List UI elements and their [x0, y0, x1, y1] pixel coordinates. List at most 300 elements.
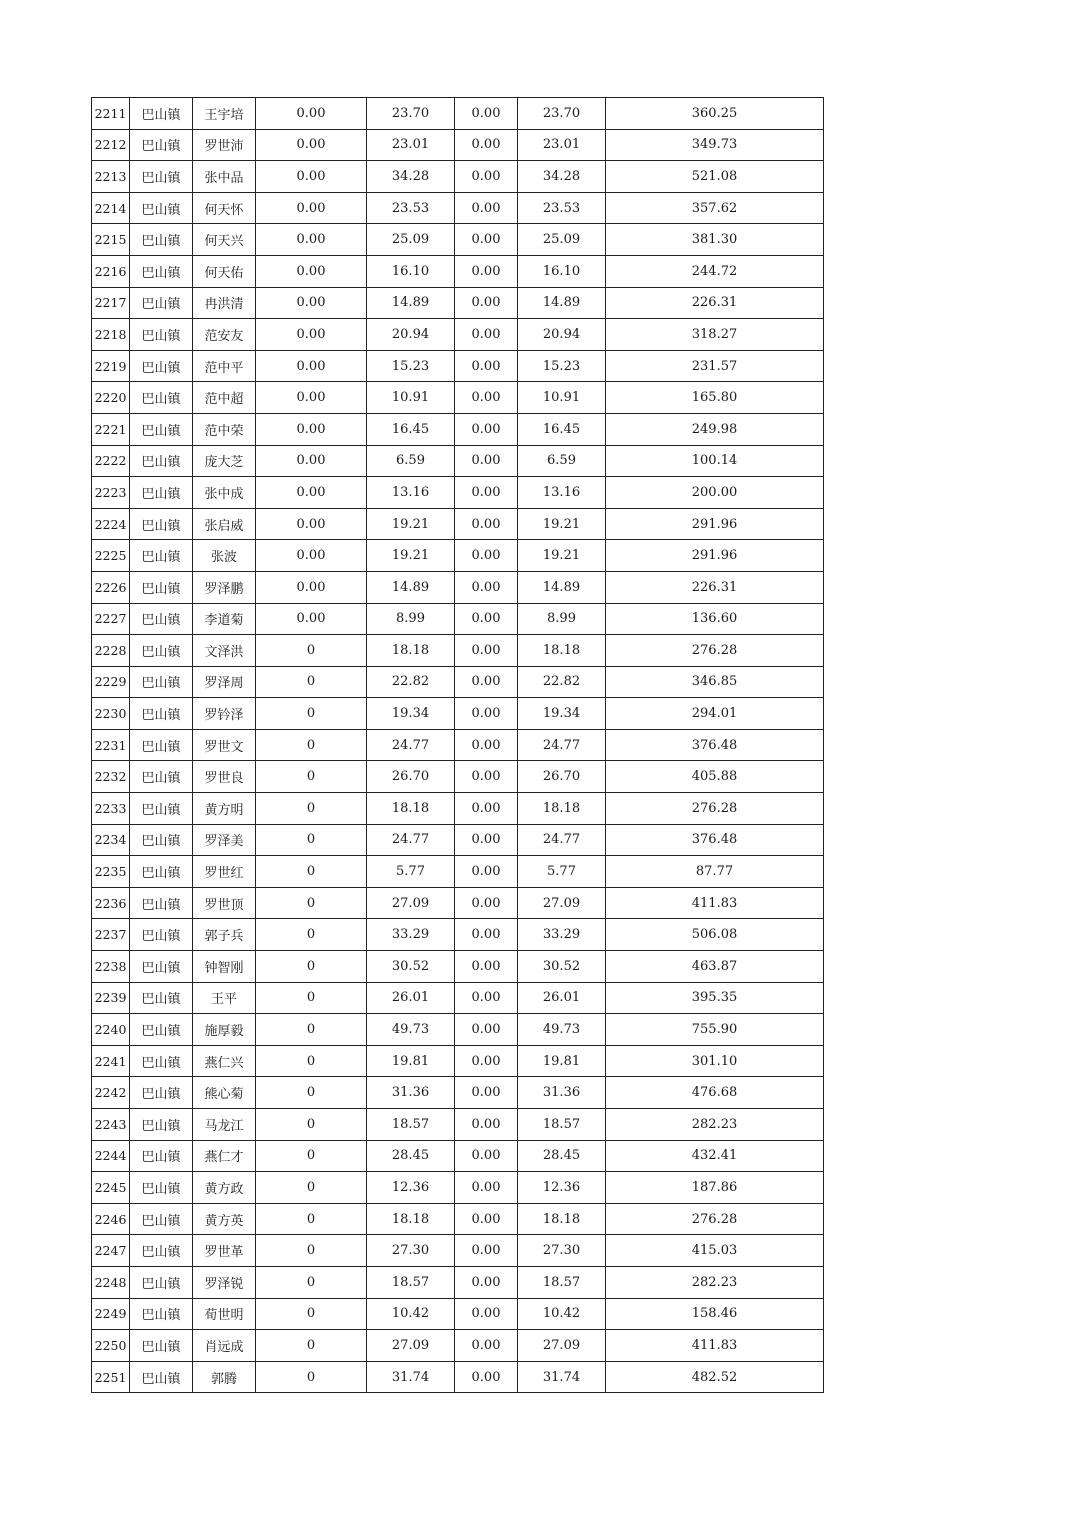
value-c-cell: 0.00 — [455, 1298, 518, 1330]
name-cell: 肖远成 — [193, 1330, 256, 1362]
value-d-cell: 16.45 — [518, 413, 606, 445]
row-number-cell: 2235 — [92, 856, 130, 888]
town-cell: 巴山镇 — [130, 793, 193, 825]
amount-cell: 231.57 — [606, 350, 824, 382]
value-c-cell: 0.00 — [455, 192, 518, 224]
amount-cell: 282.23 — [606, 1109, 824, 1141]
value-d-cell: 10.91 — [518, 382, 606, 414]
row-number-cell: 2223 — [92, 477, 130, 509]
value-c-cell: 0.00 — [455, 1266, 518, 1298]
table-row — [92, 761, 824, 793]
value-a-cell: 0.00 — [256, 571, 367, 603]
town-cell: 巴山镇 — [130, 382, 193, 414]
town-cell: 巴山镇 — [130, 919, 193, 951]
table-row — [92, 856, 824, 888]
table-row — [92, 161, 824, 193]
value-d-cell: 33.29 — [518, 919, 606, 951]
town-cell: 巴山镇 — [130, 540, 193, 572]
name-cell: 郭腾 — [193, 1361, 256, 1393]
amount-cell: 395.35 — [606, 982, 824, 1014]
town-cell: 巴山镇 — [130, 824, 193, 856]
row-number-cell: 2249 — [92, 1298, 130, 1330]
table-row — [92, 698, 824, 730]
data-table — [91, 97, 824, 1393]
name-cell: 张波 — [193, 540, 256, 572]
amount-cell: 463.87 — [606, 951, 824, 983]
value-b-cell: 26.01 — [367, 982, 455, 1014]
amount-cell: 360.25 — [606, 98, 824, 130]
value-a-cell: 0.00 — [256, 287, 367, 319]
row-number-cell: 2213 — [92, 161, 130, 193]
value-c-cell: 0.00 — [455, 824, 518, 856]
row-number-cell: 2220 — [92, 382, 130, 414]
row-number-cell: 2222 — [92, 445, 130, 477]
value-b-cell: 18.57 — [367, 1109, 455, 1141]
town-cell: 巴山镇 — [130, 761, 193, 793]
value-d-cell: 19.81 — [518, 1045, 606, 1077]
town-cell: 巴山镇 — [130, 1140, 193, 1172]
value-d-cell: 26.70 — [518, 761, 606, 793]
row-number-cell: 2238 — [92, 951, 130, 983]
row-number-cell: 2211 — [92, 98, 130, 130]
town-cell: 巴山镇 — [130, 413, 193, 445]
value-c-cell: 0.00 — [455, 761, 518, 793]
value-d-cell: 19.21 — [518, 540, 606, 572]
value-b-cell: 49.73 — [367, 1014, 455, 1046]
value-a-cell: 0 — [256, 1235, 367, 1267]
value-c-cell: 0.00 — [455, 540, 518, 572]
value-d-cell: 8.99 — [518, 603, 606, 635]
amount-cell: 291.96 — [606, 508, 824, 540]
value-b-cell: 19.21 — [367, 508, 455, 540]
town-cell: 巴山镇 — [130, 603, 193, 635]
name-cell: 范中平 — [193, 350, 256, 382]
table-row — [92, 919, 824, 951]
value-a-cell: 0 — [256, 1172, 367, 1204]
table-row — [92, 982, 824, 1014]
table-row — [92, 1109, 824, 1141]
name-cell: 施厚毅 — [193, 1014, 256, 1046]
name-cell: 冉洪清 — [193, 287, 256, 319]
value-b-cell: 14.89 — [367, 287, 455, 319]
table-row — [92, 287, 824, 319]
value-b-cell: 10.91 — [367, 382, 455, 414]
town-cell: 巴山镇 — [130, 698, 193, 730]
value-c-cell: 0.00 — [455, 887, 518, 919]
town-cell: 巴山镇 — [130, 1109, 193, 1141]
town-cell: 巴山镇 — [130, 571, 193, 603]
row-number-cell: 2215 — [92, 224, 130, 256]
value-b-cell: 13.16 — [367, 477, 455, 509]
row-number-cell: 2242 — [92, 1077, 130, 1109]
value-c-cell: 0.00 — [455, 319, 518, 351]
value-b-cell: 28.45 — [367, 1140, 455, 1172]
amount-cell: 200.00 — [606, 477, 824, 509]
name-cell: 罗世文 — [193, 729, 256, 761]
value-c-cell: 0.00 — [455, 382, 518, 414]
amount-cell: 318.27 — [606, 319, 824, 351]
town-cell: 巴山镇 — [130, 129, 193, 161]
town-cell: 巴山镇 — [130, 666, 193, 698]
name-cell: 庞大芝 — [193, 445, 256, 477]
amount-cell: 294.01 — [606, 698, 824, 730]
value-d-cell: 6.59 — [518, 445, 606, 477]
value-d-cell: 18.18 — [518, 1203, 606, 1235]
value-c-cell: 0.00 — [455, 1045, 518, 1077]
value-b-cell: 27.30 — [367, 1235, 455, 1267]
value-a-cell: 0.00 — [256, 477, 367, 509]
value-d-cell: 23.70 — [518, 98, 606, 130]
value-d-cell: 23.53 — [518, 192, 606, 224]
name-cell: 范中超 — [193, 382, 256, 414]
value-d-cell: 31.36 — [518, 1077, 606, 1109]
value-c-cell: 0.00 — [455, 477, 518, 509]
row-number-cell: 2212 — [92, 129, 130, 161]
value-d-cell: 30.52 — [518, 951, 606, 983]
name-cell: 何天怀 — [193, 192, 256, 224]
value-b-cell: 27.09 — [367, 887, 455, 919]
value-c-cell: 0.00 — [455, 287, 518, 319]
value-c-cell: 0.00 — [455, 1014, 518, 1046]
name-cell: 罗世沛 — [193, 129, 256, 161]
amount-cell: 376.48 — [606, 824, 824, 856]
row-number-cell: 2214 — [92, 192, 130, 224]
amount-cell: 476.68 — [606, 1077, 824, 1109]
value-d-cell: 24.77 — [518, 729, 606, 761]
table-row — [92, 824, 824, 856]
value-d-cell: 12.36 — [518, 1172, 606, 1204]
row-number-cell: 2219 — [92, 350, 130, 382]
amount-cell: 291.96 — [606, 540, 824, 572]
table-row — [92, 571, 824, 603]
amount-cell: 249.98 — [606, 413, 824, 445]
value-a-cell: 0 — [256, 761, 367, 793]
value-b-cell: 8.99 — [367, 603, 455, 635]
value-a-cell: 0.00 — [256, 319, 367, 351]
amount-cell: 276.28 — [606, 1203, 824, 1235]
table-row — [92, 1361, 824, 1393]
value-a-cell: 0 — [256, 951, 367, 983]
row-number-cell: 2244 — [92, 1140, 130, 1172]
value-a-cell: 0.00 — [256, 192, 367, 224]
amount-cell: 187.86 — [606, 1172, 824, 1204]
value-b-cell: 19.21 — [367, 540, 455, 572]
value-c-cell: 0.00 — [455, 793, 518, 825]
value-a-cell: 0 — [256, 982, 367, 1014]
value-b-cell: 5.77 — [367, 856, 455, 888]
table-row — [92, 951, 824, 983]
town-cell: 巴山镇 — [130, 350, 193, 382]
value-b-cell: 25.09 — [367, 224, 455, 256]
amount-cell: 276.28 — [606, 793, 824, 825]
row-number-cell: 2241 — [92, 1045, 130, 1077]
table-row — [92, 129, 824, 161]
value-b-cell: 34.28 — [367, 161, 455, 193]
town-cell: 巴山镇 — [130, 635, 193, 667]
name-cell: 罗世革 — [193, 1235, 256, 1267]
name-cell: 荀世明 — [193, 1298, 256, 1330]
value-d-cell: 23.01 — [518, 129, 606, 161]
name-cell: 罗世红 — [193, 856, 256, 888]
name-cell: 王平 — [193, 982, 256, 1014]
name-cell: 马龙江 — [193, 1109, 256, 1141]
value-c-cell: 0.00 — [455, 729, 518, 761]
value-d-cell: 49.73 — [518, 1014, 606, 1046]
row-number-cell: 2251 — [92, 1361, 130, 1393]
value-b-cell: 22.82 — [367, 666, 455, 698]
value-a-cell: 0 — [256, 1203, 367, 1235]
town-cell: 巴山镇 — [130, 1266, 193, 1298]
name-cell: 燕仁才 — [193, 1140, 256, 1172]
row-number-cell: 2217 — [92, 287, 130, 319]
name-cell: 何天兴 — [193, 224, 256, 256]
value-a-cell: 0 — [256, 729, 367, 761]
row-number-cell: 2224 — [92, 508, 130, 540]
value-b-cell: 26.70 — [367, 761, 455, 793]
town-cell: 巴山镇 — [130, 951, 193, 983]
value-c-cell: 0.00 — [455, 129, 518, 161]
amount-cell: 244.72 — [606, 255, 824, 287]
amount-cell: 432.41 — [606, 1140, 824, 1172]
value-a-cell: 0.00 — [256, 445, 367, 477]
amount-cell: 87.77 — [606, 856, 824, 888]
value-a-cell: 0 — [256, 856, 367, 888]
name-cell: 罗泽鹏 — [193, 571, 256, 603]
town-cell: 巴山镇 — [130, 192, 193, 224]
town-cell: 巴山镇 — [130, 98, 193, 130]
value-c-cell: 0.00 — [455, 350, 518, 382]
name-cell: 文泽洪 — [193, 635, 256, 667]
town-cell: 巴山镇 — [130, 887, 193, 919]
table-row — [92, 603, 824, 635]
value-b-cell: 19.81 — [367, 1045, 455, 1077]
name-cell: 李道菊 — [193, 603, 256, 635]
value-a-cell: 0.00 — [256, 508, 367, 540]
town-cell: 巴山镇 — [130, 161, 193, 193]
name-cell: 张中成 — [193, 477, 256, 509]
row-number-cell: 2218 — [92, 319, 130, 351]
town-cell: 巴山镇 — [130, 1298, 193, 1330]
town-cell: 巴山镇 — [130, 1203, 193, 1235]
town-cell: 巴山镇 — [130, 508, 193, 540]
value-a-cell: 0.00 — [256, 129, 367, 161]
amount-cell: 158.46 — [606, 1298, 824, 1330]
table-row — [92, 1266, 824, 1298]
row-number-cell: 2236 — [92, 887, 130, 919]
value-c-cell: 0.00 — [455, 1077, 518, 1109]
row-number-cell: 2216 — [92, 255, 130, 287]
amount-cell: 276.28 — [606, 635, 824, 667]
row-number-cell: 2247 — [92, 1235, 130, 1267]
amount-cell: 521.08 — [606, 161, 824, 193]
amount-cell: 226.31 — [606, 571, 824, 603]
table-row — [92, 255, 824, 287]
value-c-cell: 0.00 — [455, 508, 518, 540]
value-a-cell: 0 — [256, 1014, 367, 1046]
town-cell: 巴山镇 — [130, 319, 193, 351]
value-b-cell: 20.94 — [367, 319, 455, 351]
table-row — [92, 350, 824, 382]
value-a-cell: 0.00 — [256, 255, 367, 287]
value-d-cell: 27.09 — [518, 1330, 606, 1362]
town-cell: 巴山镇 — [130, 224, 193, 256]
name-cell: 范中荣 — [193, 413, 256, 445]
value-a-cell: 0.00 — [256, 224, 367, 256]
value-c-cell: 0.00 — [455, 98, 518, 130]
value-b-cell: 16.10 — [367, 255, 455, 287]
value-b-cell: 18.18 — [367, 1203, 455, 1235]
town-cell: 巴山镇 — [130, 1045, 193, 1077]
row-number-cell: 2243 — [92, 1109, 130, 1141]
value-a-cell: 0.00 — [256, 350, 367, 382]
value-c-cell: 0.00 — [455, 1203, 518, 1235]
row-number-cell: 2234 — [92, 824, 130, 856]
row-number-cell: 2233 — [92, 793, 130, 825]
value-c-cell: 0.00 — [455, 1361, 518, 1393]
town-cell: 巴山镇 — [130, 1077, 193, 1109]
value-c-cell: 0.00 — [455, 1109, 518, 1141]
value-d-cell: 24.77 — [518, 824, 606, 856]
value-b-cell: 18.18 — [367, 635, 455, 667]
value-b-cell: 24.77 — [367, 729, 455, 761]
table-row — [92, 1014, 824, 1046]
row-number-cell: 2227 — [92, 603, 130, 635]
table-row — [92, 1172, 824, 1204]
amount-cell: 136.60 — [606, 603, 824, 635]
value-a-cell: 0 — [256, 1109, 367, 1141]
value-b-cell: 23.53 — [367, 192, 455, 224]
value-b-cell: 18.18 — [367, 793, 455, 825]
table-row — [92, 413, 824, 445]
town-cell: 巴山镇 — [130, 287, 193, 319]
value-a-cell: 0.00 — [256, 413, 367, 445]
amount-cell: 346.85 — [606, 666, 824, 698]
name-cell: 王宇培 — [193, 98, 256, 130]
value-c-cell: 0.00 — [455, 1172, 518, 1204]
table-row — [92, 445, 824, 477]
row-number-cell: 2225 — [92, 540, 130, 572]
value-d-cell: 15.23 — [518, 350, 606, 382]
name-cell: 熊心菊 — [193, 1077, 256, 1109]
amount-cell: 482.52 — [606, 1361, 824, 1393]
row-number-cell: 2221 — [92, 413, 130, 445]
table-row — [92, 1203, 824, 1235]
amount-cell: 381.30 — [606, 224, 824, 256]
table-row — [92, 635, 824, 667]
value-d-cell: 22.82 — [518, 666, 606, 698]
table-row — [92, 793, 824, 825]
row-number-cell: 2250 — [92, 1330, 130, 1362]
table-row — [92, 224, 824, 256]
row-number-cell: 2232 — [92, 761, 130, 793]
table-row — [92, 1077, 824, 1109]
value-a-cell: 0 — [256, 698, 367, 730]
value-c-cell: 0.00 — [455, 571, 518, 603]
value-b-cell: 15.23 — [367, 350, 455, 382]
value-b-cell: 31.74 — [367, 1361, 455, 1393]
town-cell: 巴山镇 — [130, 982, 193, 1014]
value-a-cell: 0.00 — [256, 382, 367, 414]
table-body — [92, 98, 824, 1393]
amount-cell: 376.48 — [606, 729, 824, 761]
name-cell: 张中品 — [193, 161, 256, 193]
value-b-cell: 10.42 — [367, 1298, 455, 1330]
value-b-cell: 31.36 — [367, 1077, 455, 1109]
town-cell: 巴山镇 — [130, 1330, 193, 1362]
amount-cell: 411.83 — [606, 1330, 824, 1362]
town-cell: 巴山镇 — [130, 1014, 193, 1046]
name-cell: 张启威 — [193, 508, 256, 540]
value-a-cell: 0 — [256, 1298, 367, 1330]
row-number-cell: 2248 — [92, 1266, 130, 1298]
value-d-cell: 27.09 — [518, 887, 606, 919]
name-cell: 罗钤泽 — [193, 698, 256, 730]
value-c-cell: 0.00 — [455, 635, 518, 667]
value-b-cell: 27.09 — [367, 1330, 455, 1362]
amount-cell: 282.23 — [606, 1266, 824, 1298]
name-cell: 黄方政 — [193, 1172, 256, 1204]
row-number-cell: 2237 — [92, 919, 130, 951]
value-a-cell: 0 — [256, 1140, 367, 1172]
amount-cell: 506.08 — [606, 919, 824, 951]
name-cell: 郭子兵 — [193, 919, 256, 951]
value-c-cell: 0.00 — [455, 666, 518, 698]
value-d-cell: 25.09 — [518, 224, 606, 256]
value-d-cell: 14.89 — [518, 571, 606, 603]
value-b-cell: 14.89 — [367, 571, 455, 603]
value-b-cell: 19.34 — [367, 698, 455, 730]
town-cell: 巴山镇 — [130, 856, 193, 888]
amount-cell: 226.31 — [606, 287, 824, 319]
value-c-cell: 0.00 — [455, 1140, 518, 1172]
amount-cell: 165.80 — [606, 382, 824, 414]
value-d-cell: 5.77 — [518, 856, 606, 888]
town-cell: 巴山镇 — [130, 255, 193, 287]
value-b-cell: 24.77 — [367, 824, 455, 856]
value-a-cell: 0 — [256, 824, 367, 856]
name-cell: 罗世良 — [193, 761, 256, 793]
table-row — [92, 1045, 824, 1077]
value-c-cell: 0.00 — [455, 413, 518, 445]
value-c-cell: 0.00 — [455, 224, 518, 256]
value-a-cell: 0 — [256, 919, 367, 951]
value-a-cell: 0 — [256, 666, 367, 698]
value-b-cell: 23.70 — [367, 98, 455, 130]
amount-cell: 755.90 — [606, 1014, 824, 1046]
value-a-cell: 0 — [256, 1077, 367, 1109]
value-a-cell: 0.00 — [256, 161, 367, 193]
table-row — [92, 98, 824, 130]
table-row — [92, 666, 824, 698]
amount-cell: 411.83 — [606, 887, 824, 919]
value-c-cell: 0.00 — [455, 951, 518, 983]
town-cell: 巴山镇 — [130, 477, 193, 509]
value-a-cell: 0 — [256, 635, 367, 667]
value-d-cell: 13.16 — [518, 477, 606, 509]
value-a-cell: 0.00 — [256, 98, 367, 130]
value-d-cell: 18.57 — [518, 1109, 606, 1141]
table-row — [92, 192, 824, 224]
value-c-cell: 0.00 — [455, 856, 518, 888]
value-d-cell: 18.18 — [518, 635, 606, 667]
value-a-cell: 0 — [256, 887, 367, 919]
value-d-cell: 16.10 — [518, 255, 606, 287]
town-cell: 巴山镇 — [130, 1235, 193, 1267]
value-a-cell: 0.00 — [256, 540, 367, 572]
value-d-cell: 18.18 — [518, 793, 606, 825]
table-row — [92, 1330, 824, 1362]
value-d-cell: 27.30 — [518, 1235, 606, 1267]
